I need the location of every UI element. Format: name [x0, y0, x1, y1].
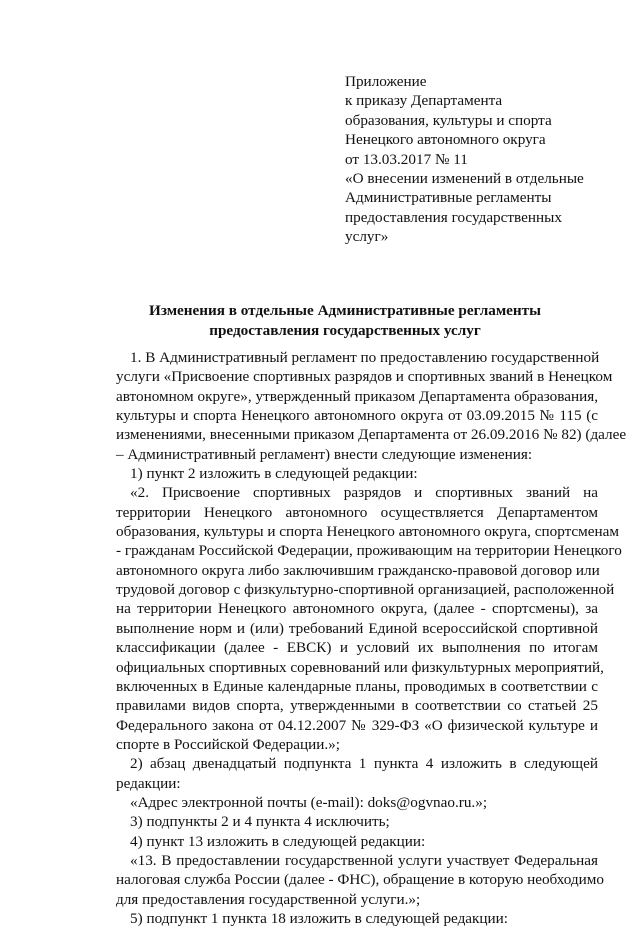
body-line: трудовой договор с физкультурно-спортивной организацией, расположенной [116, 581, 615, 599]
appendix-line: Приложение [345, 73, 427, 90]
appendix-block [345, 72, 615, 247]
appendix-line: от 13.03.2017 № 11 [345, 150, 468, 168]
body-line: спорте в Российской Федерации.»; [116, 735, 340, 753]
body-line: 3) подпункты 2 и 4 пункта 4 исключить; [130, 813, 390, 831]
body-line: – Административный регламент) внести следующие изменения: [116, 445, 533, 463]
body-line: автономного округа либо заключившим гражданско-правовой договор или [116, 561, 600, 579]
appendix-line: «О внесении изменений в отдельные [345, 170, 584, 188]
body-line: 2) абзац двенадцатый подпункта 1 пункта 4 изложить в следующей [130, 755, 598, 773]
body-line: выполнение норм и (или) требований Единой всероссийской спортивной [116, 619, 598, 637]
body-line: «Адрес электронной почты (e-mail): doks@ogvnao.ru.»; [130, 793, 488, 811]
body-line: 5) подпункт 1 пункта 18 изложить в следующей редакции: [130, 909, 509, 927]
body-line: услуги «Присвоение спортивных разрядов и спортивных званий в Ненецком [116, 368, 613, 386]
body-line: 1) пункт 2 изложить в следующей редакции: [130, 465, 418, 483]
body-line: автономном округе», утвержденный приказом Департамента образования, [116, 387, 598, 405]
body-line: для предоставления государственной услуги.»; [116, 890, 421, 908]
body-line: классификации (далее - ЕВСК) и условий их выполнения по итогам [116, 639, 598, 657]
appendix-line: услуг» [345, 228, 389, 246]
body-line: официальных спортивных соревнований или физкультурных мероприятий, [116, 658, 604, 676]
document-body [116, 348, 627, 928]
body-line: включенных в Единые календарные планы, проводимых в соответствии с [116, 677, 598, 695]
body-line: образования, культуры и спорта Ненецкого автономного округа, спортсменам [116, 523, 619, 541]
body-line: «13. В предоставлении государственной услуги участвует Федеральная [130, 851, 598, 869]
body-line: «2. Присвоение спортивных разрядов и спортивных званий на [130, 484, 598, 502]
body-line: Федерального закона от 04.12.2007 № 329-ФЗ «О физической культуре и [116, 716, 598, 734]
body-line: на территории Ненецкого автономного округа, (далее - спортсмены), за [116, 600, 598, 618]
title-line-1: Изменения в отдельные Административные регламенты [149, 302, 541, 319]
appendix-line: предоставления государственных [345, 208, 562, 226]
body-line: изменениями, внесенными приказом Департамента от 26.09.2016 № 82) (далее [116, 426, 627, 444]
appendix-line: Ненецкого автономного округа [345, 131, 546, 149]
body-line: 4) пункт 13 изложить в следующей редакции: [130, 832, 426, 850]
body-line: культуры и спорта Ненецкого автономного округа от 03.09.2015 № 115 (с [116, 407, 598, 425]
body-line: налоговая служба России (далее - ФНС), обращение в которую необходимо [116, 871, 604, 889]
body-line: 1. В Административный регламент по предоставлению государственной [130, 349, 600, 366]
body-line: территории Ненецкого автономного осуществляется Департаментом [116, 503, 598, 521]
body-line: правилами видов спорта, утвержденными в соответствии со статьей 25 [116, 697, 598, 715]
body-line: редакции: [116, 774, 181, 792]
appendix-line: к приказу Департамента [345, 92, 503, 110]
document-title [100, 301, 590, 340]
body-line: - гражданам Российской Федерации, проживающим на территории Ненецкого [116, 542, 622, 560]
appendix-line: образования, культуры и спорта [345, 111, 552, 129]
title-line-2: предоставления государственных услуг [209, 321, 481, 339]
appendix-line: Административные регламенты [345, 189, 552, 207]
